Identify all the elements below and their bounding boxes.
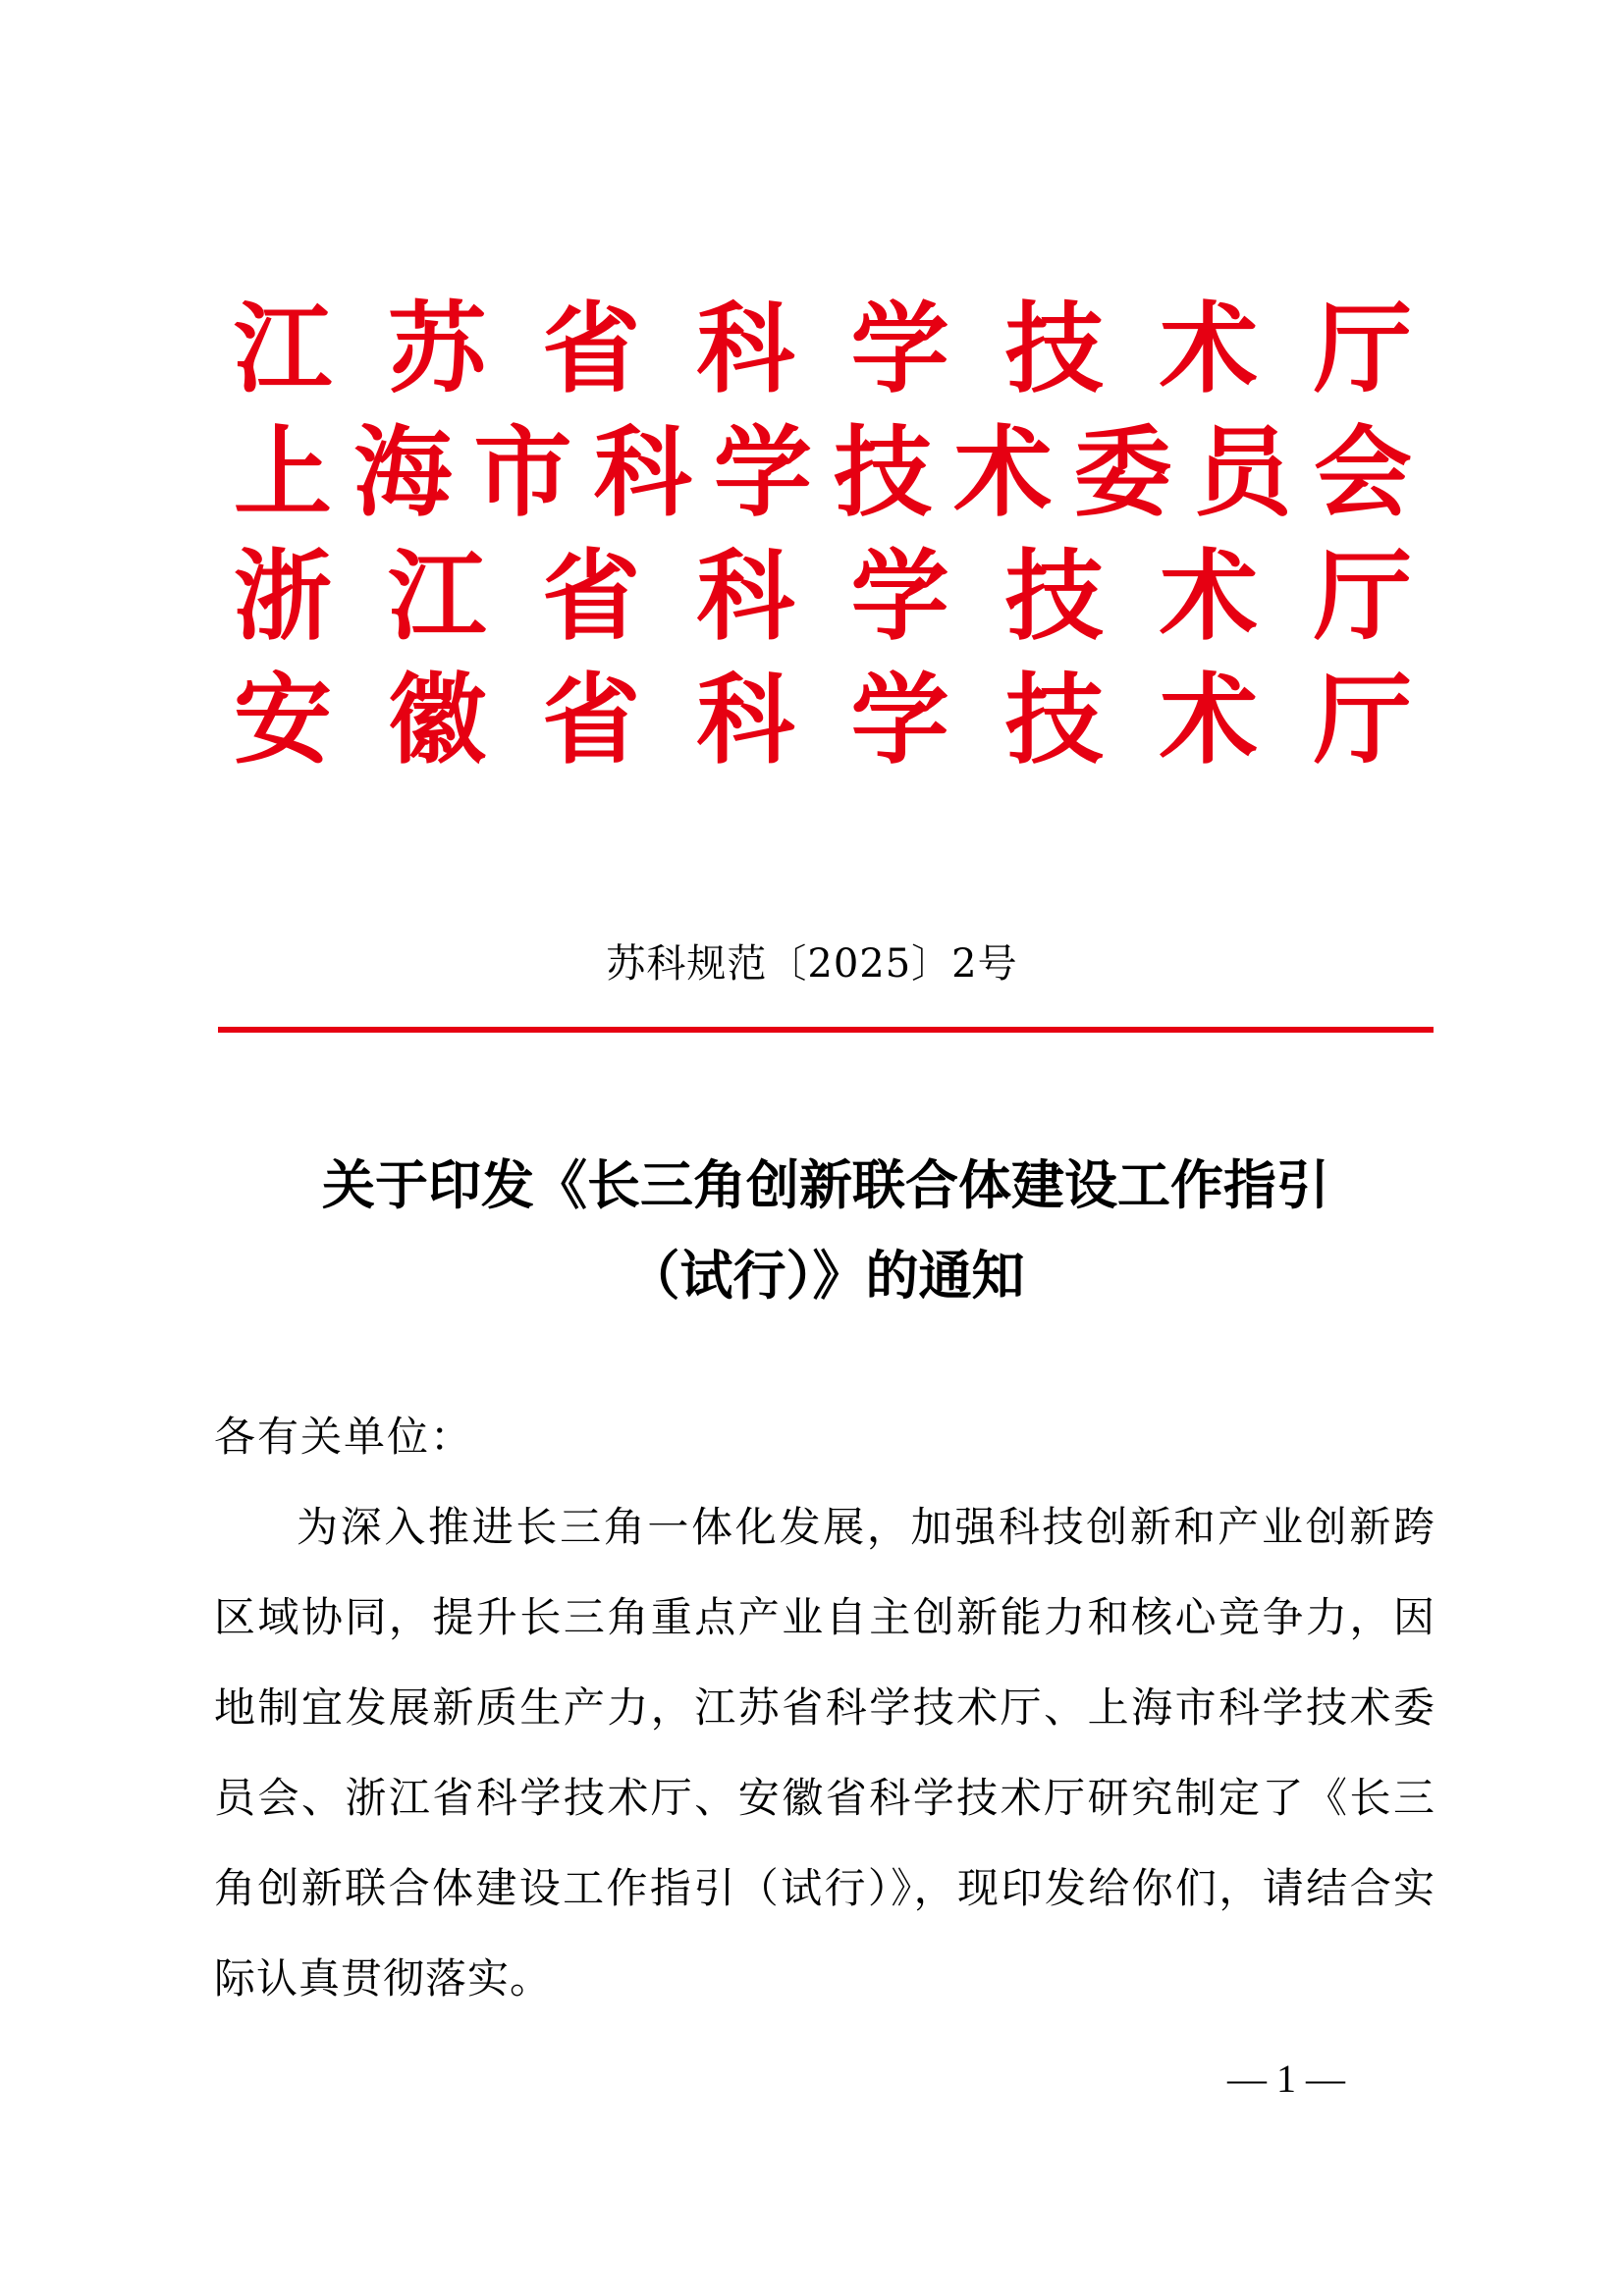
agency-anhui: 安 徽 省 科 学 技 术 厅 (234, 662, 1412, 777)
body-line: 地制宜发展新质生产力，江苏省科学技术厅、上海市科学技术委 (214, 1683, 1435, 1732)
title-line-1: 关于印发《长三角创新联合体建设工作指引 (322, 1154, 1329, 1216)
body-paragraph (214, 1482, 1435, 2024)
document-number: 苏科规范〔2025〕2号 (606, 941, 1018, 987)
document-title (218, 1141, 1434, 1321)
agency-zhejiang: 浙 江 省 科 学 技 术 厅 (234, 538, 1412, 654)
body-line: 员会、浙江省科学技术厅、安徽省科学技术厅研究制定了《长三 (214, 1774, 1435, 1822)
body-line: 角创新联合体建设工作指引（试行）》，现印发给你们，请结合实 (214, 1864, 1435, 1912)
salutation: 各有关单位： (214, 1413, 474, 1461)
issuing-agencies-header (234, 287, 1412, 781)
red-divider-line (218, 1027, 1434, 1033)
body-line: 际认真贯彻落实。 (214, 1954, 553, 2002)
body-line: 为深入推进长三角一体化发展，加强科技创新和产业创新跨 (297, 1503, 1435, 1551)
agency-jiangsu: 江 苏 省 科 学 技 术 厅 (234, 291, 1412, 406)
body-line: 区域协同，提升长三角重点产业自主创新能力和核心竞争力，因 (214, 1593, 1435, 1641)
agency-shanghai: 上 海 市 科 学 技 术 委 员 会 (234, 414, 1412, 530)
title-line-2: （试行）》的通知 (626, 1245, 1025, 1307)
page-number: — 1 — (1227, 2056, 1345, 2101)
